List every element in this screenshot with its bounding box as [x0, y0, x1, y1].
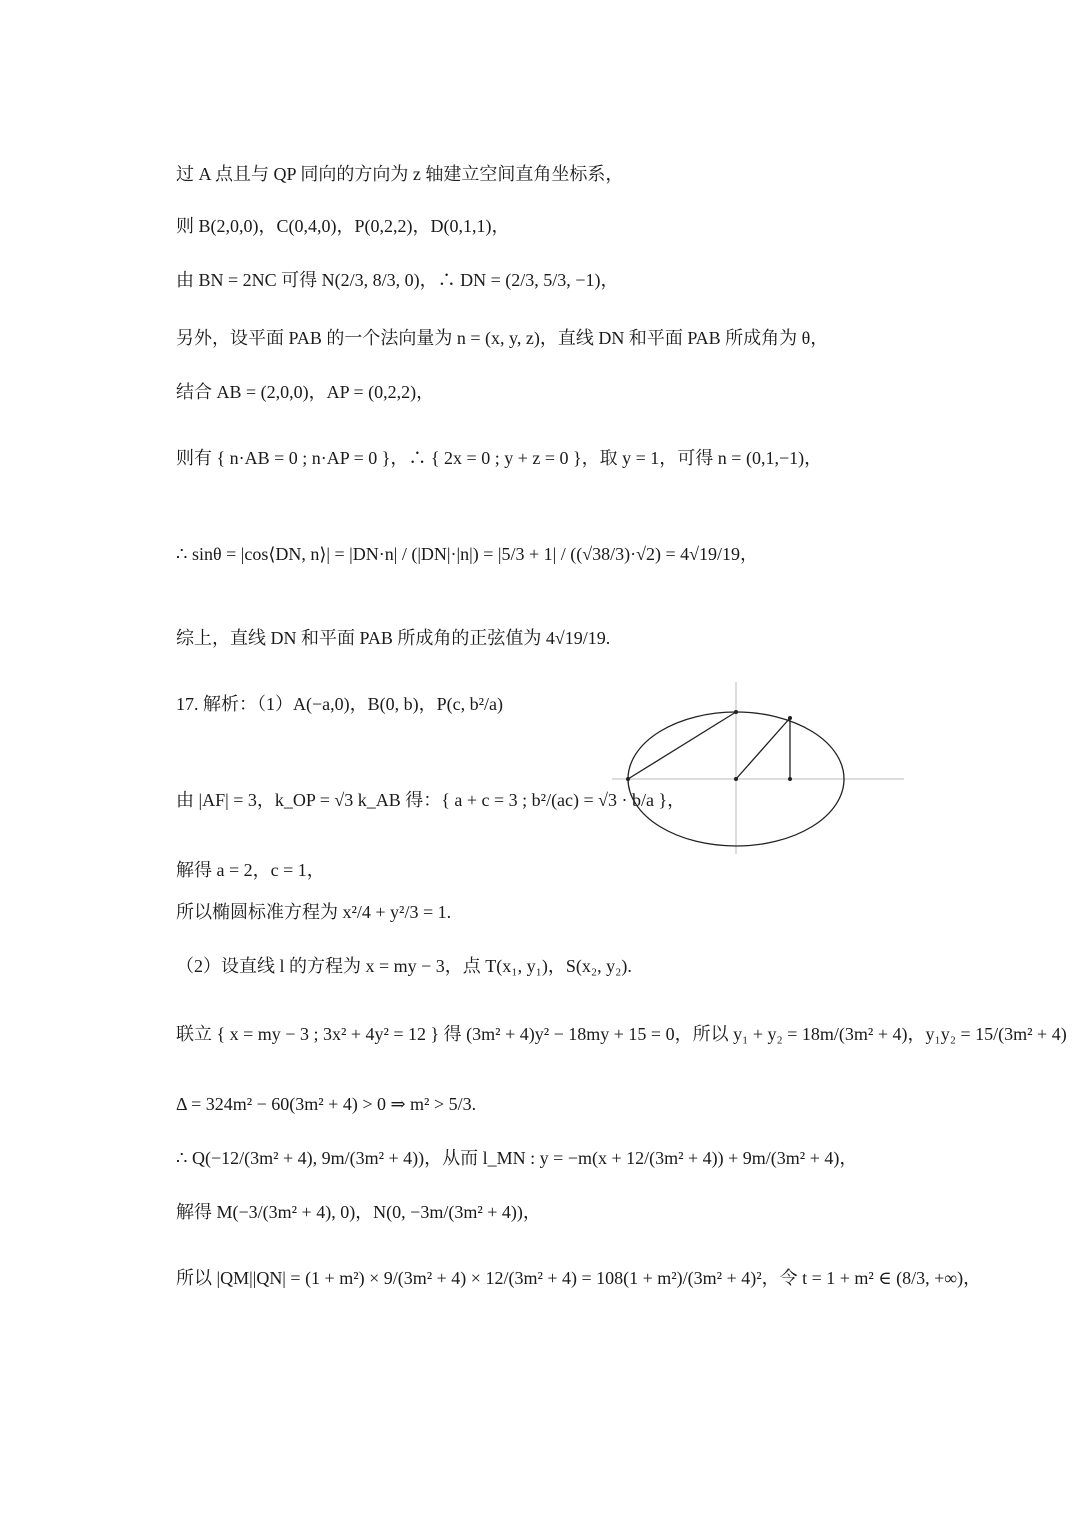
- ellipse-figure: [612, 678, 912, 854]
- text-line: 联立 { x = my − 3 ; 3x² + 4y² = 12 } 得 (3m² + 4)y² − 18my + 15 = 0，所以 y₁ + y₂ = 18m/(3m² + 4)，y₁y₂ = 15/(3m² + 4): [176, 1024, 1067, 1044]
- text-line: 则有 { n·AB = 0 ; n·AP = 0 }，∴ { 2x = 0 ; y + z = 0 }，取 y = 1，可得 n = (0,1,−1)，: [176, 448, 823, 468]
- text-line: 另外，设平面 PAB 的一个法向量为 n = (x, y, z)，直线 DN 和平面 PAB 所成角为 θ，: [176, 328, 829, 348]
- text-line: 所以 |QM||QN| = (1 + m²) × 9/(3m² + 4) × 12/(3m² + 4) = 108(1 + m²)/(3m² + 4)²，令 t = 1 + m² ∈ (8/3, +∞)，: [176, 1268, 982, 1288]
- text-line: Δ = 324m² − 60(3m² + 4) > 0 ⇒ m² > 5/3.: [176, 1094, 477, 1114]
- point-b: [734, 710, 738, 714]
- segment-ab: [628, 712, 736, 779]
- text-line: ∴ Q(−12/(3m² + 4), 9m/(3m² + 4))，从而 l_MN : y = −m(x + 12/(3m² + 4)) + 9m/(3m² + 4)，: [176, 1148, 858, 1168]
- text-line: 17. 解析：（1）A(−a,0)，B(0, b)，P(c, b²/a): [176, 694, 503, 714]
- point-o: [734, 777, 738, 781]
- text-line: 过 A 点且与 QP 同向的方向为 z 轴建立空间直角坐标系，: [176, 164, 624, 184]
- text-line: ∴ sinθ = |cos⟨DN, n⟩| = |DN·n| / (|DN|·|n|) = |5/3 + 1| / ((√38/3)·√2) = 4√19/19，: [176, 544, 758, 564]
- point-p: [788, 716, 792, 720]
- point-f: [788, 777, 792, 781]
- point-a: [626, 777, 630, 781]
- text-line: （2）设直线 l 的方程为 x = my − 3，点 T(x₁, y₁)，S(x₂, y₂).: [176, 956, 632, 976]
- text-line: 解得 a = 2，c = 1，: [176, 860, 325, 880]
- text-line: 则 B(2,0,0)，C(0,4,0)，P(0,2,2)，D(0,1,1)，: [176, 216, 510, 236]
- text-line: 解得 M(−3/(3m² + 4), 0)，N(0, −3m/(3m² + 4))，: [176, 1202, 541, 1222]
- text-line: 由 |AF| = 3，k_OP = √3 k_AB 得：{ a + c = 3 ; b²/(ac) = √3 · b/a }，: [176, 790, 686, 810]
- text-line: 所以椭圆标准方程为 x²/4 + y²/3 = 1.: [176, 902, 452, 922]
- text-line: 综上，直线 DN 和平面 PAB 所成角的正弦值为 4√19/19.: [176, 628, 611, 648]
- segment-op: [736, 718, 790, 779]
- text-line: 由 BN = 2NC 可得 N(2/3, 8/3, 0)，∴ DN = (2/3, 5/3, −1)，: [176, 270, 619, 290]
- text-line: 结合 AB = (2,0,0)，AP = (0,2,2)，: [176, 382, 435, 402]
